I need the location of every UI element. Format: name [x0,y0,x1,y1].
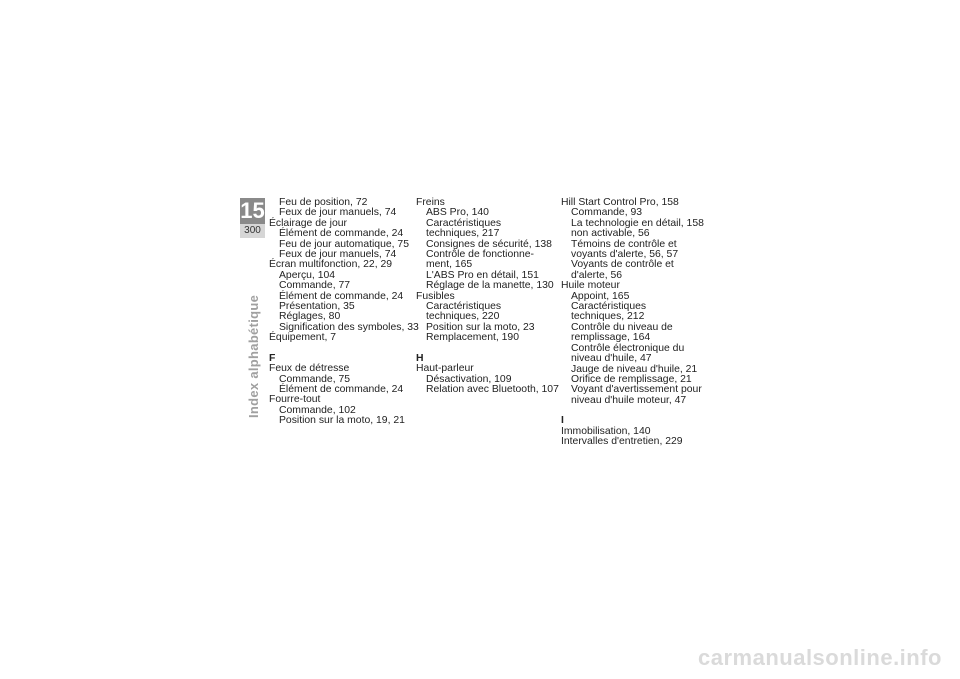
index-subentry: Désactivation, 109 [426,373,512,385]
index-subentry: Commande, 77 [279,280,351,292]
index-subentry: ment, 165 [426,259,473,271]
index-subentry: La technologie en détail, 158 [571,217,704,229]
index-subentry: Contrôle de fonctionne- [426,249,535,261]
index-subentry: Caractéristiques [571,301,647,313]
index-subentry: Élément de commande, 24 [279,228,404,240]
index-subentry: Contrôle électronique du [571,342,685,354]
index-subentry: Voyants de contrôle et [571,259,674,271]
index-column-3 [561,197,704,447]
index-letter-heading: I [561,415,564,427]
index-subentry: Caractéristiques [426,301,502,313]
index-subentry: Feu de jour automatique, 75 [279,238,409,250]
index-column-1 [269,197,419,427]
index-subentry: Jauge de niveau d'huile, 21 [571,363,698,375]
index-subentry: non activable, 56 [571,228,650,240]
index-entry: Hill Start Control Pro, 158 [561,197,679,208]
index-subentry: Commande, 75 [279,373,351,385]
index-subentry: Position sur la moto, 19, 21 [279,415,405,427]
index-entry: Immobilisation, 140 [561,425,651,437]
index-entry: Huile moteur [561,280,620,292]
watermark: carmanualsonline.info [698,645,942,670]
index-subentry: Feux de jour manuels, 74 [279,249,397,261]
index-subentry: niveau d'huile moteur, 47 [571,394,687,406]
index-entry: Intervalles d'entretien, 229 [561,435,683,447]
chapter-tab [240,198,265,238]
index-entry: Haut-parleur [416,363,474,375]
index-subentry: Réglages, 80 [279,311,341,323]
index-subentry: Orifice de remplissage, 21 [571,373,692,385]
index-subentry: Témoins de contrôle et [571,238,677,250]
index-subentry: Consignes de sécurité, 138 [426,238,552,250]
index-subentry: Contrôle du niveau de [571,321,673,333]
index-subentry: techniques, 212 [571,311,645,323]
index-letter-heading: H [416,352,424,364]
index-subentry: Élément de commande, 24 [279,290,404,302]
index-subentry: techniques, 220 [426,311,500,323]
index-subentry: Commande, 93 [571,207,643,219]
index-subentry: Feu de position, 72 [279,197,368,208]
index-entry: Fourre-tout [269,394,321,406]
index-subentry: Caractéristiques [426,217,502,229]
index-subentry: Réglage de la manette, 130 [426,280,554,292]
index-entry: Écran multifonction, 22, 29 [269,259,393,271]
index-entry: Éclairage de jour [269,217,347,229]
index-subentry: Commande, 102 [279,404,356,416]
page-number: 300 [240,224,265,238]
index-subentry: Signification des symboles, 33 [279,321,419,333]
index-subentry: Remplacement, 190 [426,332,519,344]
index-subentry: ABS Pro, 140 [426,207,489,219]
index-subentry: Voyant d'avertissement pour [571,384,702,396]
index-subentry: L'ABS Pro en détail, 151 [426,269,539,281]
index-subentry: remplissage, 164 [571,332,651,344]
index-subentry: Appoint, 165 [571,290,630,302]
index-subentry: Aperçu, 104 [279,269,336,281]
index-subentry: voyants d'alerte, 56, 57 [571,249,679,261]
index-subentry: Présentation, 35 [279,301,355,313]
index-subentry: Position sur la moto, 23 [426,321,535,333]
index-subentry: d'alerte, 56 [571,269,623,281]
index-subentry: techniques, 217 [426,228,500,240]
index-entry: Freins [416,197,445,208]
index-entry: Équipement, 7 [269,332,337,344]
index-subentry: Élément de commande, 24 [279,383,404,395]
index-column-2 [416,197,559,395]
index-letter-heading: F [269,352,276,364]
index-subentry: Relation avec Bluetooth, 107 [426,383,559,395]
index-entry: Fusibles [416,290,455,302]
index-entry: Feux de détresse [269,363,350,375]
index-subentry: Feux de jour manuels, 74 [279,207,397,219]
chapter-number: 15 [240,198,265,223]
index-subentry: niveau d'huile, 47 [571,353,652,365]
section-side-title: Index alphabétique [246,294,261,418]
